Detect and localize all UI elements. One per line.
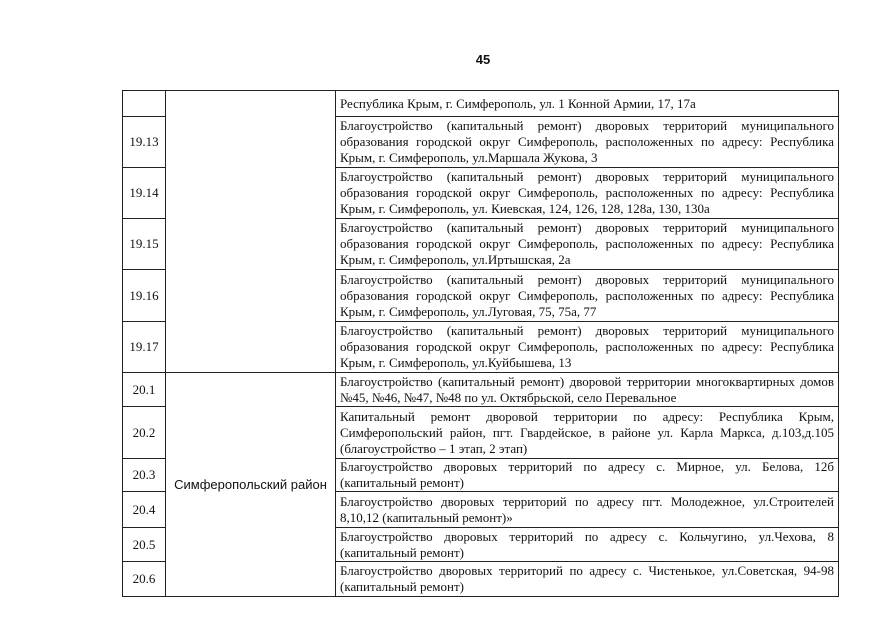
row-number: 20.6 [123, 562, 166, 597]
row-number: 19.13 [123, 117, 166, 168]
row-description: Благоустройство дворовых территорий по адресу пгт. Молодежное, ул.Строителей 8,10,12 (капитальный ремонт)» [336, 492, 839, 528]
row-description: Благоустройство (капитальный ремонт) дворовых территорий муниципального образования городской округ Симферополь, расположенных по адресу: Республика Крым, г. Симферополь, ул.Куйбышева, 13 [336, 322, 839, 373]
row-description: Благоустройство дворовых территорий по адресу с. Кольчугино, ул.Чехова, 8 (капитальный ремонт) [336, 528, 839, 562]
row-number: 20.2 [123, 407, 166, 459]
row-description: Капитальный ремонт дворовой территории по адресу: Республика Крым, Симферопольский район, пгт. Гвардейское, в районе ул. Карла Маркса, д.103,д.105 (благоустройство – 1 этап, 2 этап) [336, 407, 839, 459]
row-number: 19.14 [123, 168, 166, 219]
table-row [123, 91, 839, 117]
row-number: 20.5 [123, 528, 166, 562]
row-number: 19.16 [123, 270, 166, 322]
row-number [123, 91, 166, 117]
row-description: Благоустройство (капитальный ремонт) дворовой территории многоквартирных домов №45, №46, №47, №48 по ул. Октябрьской, село Перевальное [336, 373, 839, 407]
page-number: 45 [475, 52, 491, 67]
row-number: 20.1 [123, 373, 166, 407]
row-description: Благоустройство (капитальный ремонт) дворовых территорий муниципального образования городской округ Симферополь, расположенных по адресу: Республика Крым, г. Симферополь, ул.Иртышская, 2а [336, 219, 839, 270]
row-number: 19.17 [123, 322, 166, 373]
row-description: Благоустройство (капитальный ремонт) дворовых территорий муниципального образования городской округ Симферополь, расположенных по адресу: Республика Крым, г. Симферополь, ул. Киевская, 124, 126, 128, 128а, 130, 130а [336, 168, 839, 219]
row-description: Благоустройство (капитальный ремонт) дворовых территорий муниципального образования городской округ Симферополь, расположенных по адресу: Республика Крым, г. Симферополь, ул.Маршала Жукова, 3 [336, 117, 839, 168]
addresses-table [122, 90, 839, 597]
district-label: Симферопольский район [166, 373, 336, 597]
row-description: Республика Крым, г. Симферополь, ул. 1 Конной Армии, 17, 17а [336, 91, 839, 117]
row-number: 20.3 [123, 459, 166, 492]
row-number: 20.4 [123, 492, 166, 528]
row-description: Благоустройство дворовых территорий по адресу с. Мирное, ул. Белова, 12б (капитальный ремонт) [336, 459, 839, 492]
row-description: Благоустройство (капитальный ремонт) дворовых территорий муниципального образования городской округ Симферополь, расположенных по адресу: Республика Крым, г. Симферополь, ул.Луговая, 75, 75а, 77 [336, 270, 839, 322]
district-cell-empty [166, 91, 336, 373]
row-number: 19.15 [123, 219, 166, 270]
row-description: Благоустройство дворовых территорий по адресу с. Чистенькое, ул.Советская, 94-98 (капитальный ремонт) [336, 562, 839, 597]
table-row [123, 373, 839, 407]
